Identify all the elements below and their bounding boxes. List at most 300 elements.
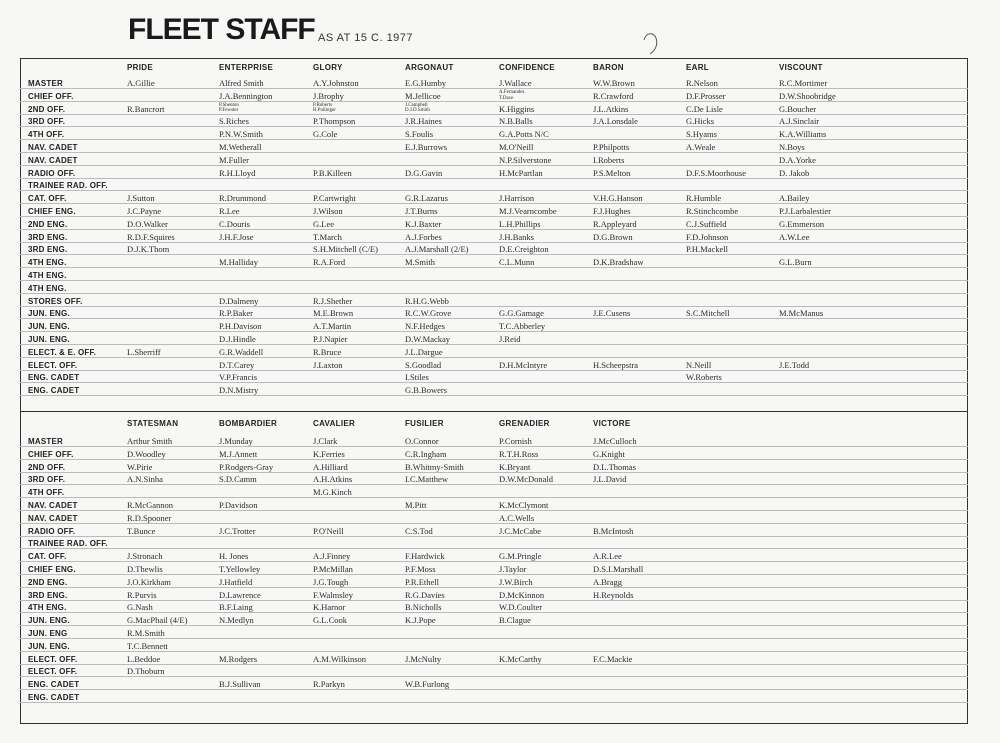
crew-name: J.Taylor <box>499 564 527 574</box>
crew-name: R.Parkyn <box>313 679 345 690</box>
crew-name: P.H.Davison <box>219 321 262 332</box>
table-row <box>20 140 968 153</box>
crew-name: A.Bailey <box>779 193 810 204</box>
crew-name: J.L.Dargue <box>405 346 443 357</box>
ship-header-enterprise: ENTERPRISE <box>219 63 274 72</box>
crew-name: J.McNulty <box>405 653 442 664</box>
page-title: FLEET STAFF <box>128 13 315 46</box>
crew-name: N.F.Hedges <box>405 321 445 332</box>
rank-label: TRAINEE RAD. OFF. <box>28 181 108 191</box>
rank-label: 2ND ENG. <box>28 577 68 587</box>
crew-name: J.H.F.Jose <box>219 231 254 242</box>
rank-label: NAV. CADET <box>28 155 78 165</box>
crew-name: R.Bancrort <box>127 103 165 114</box>
crew-name: R.Appleyard <box>593 218 637 229</box>
crew-name: A.J.Forbes <box>405 231 442 242</box>
table-row <box>20 690 968 703</box>
crew-name: P.R.Ethell <box>405 576 440 587</box>
crew-name: K.McClymont <box>499 500 549 510</box>
crew-name: T.March <box>313 231 342 242</box>
crew-name: A.Weale <box>686 142 716 152</box>
table-row <box>20 268 968 281</box>
crew-name: S.Foulis <box>405 129 434 140</box>
crew-name: G.A.Potts N/C <box>499 129 549 140</box>
ship-header-victore: VICTORE <box>593 419 631 428</box>
crew-name-small: P.Shenton <box>219 103 239 108</box>
crew-name: P.H.Mackell <box>686 244 729 255</box>
crew-name: S.Goodlad <box>405 359 442 370</box>
ship-header-glory: GLORY <box>313 63 343 72</box>
crew-name: J.C.McCabe <box>499 525 542 536</box>
crew-name: J.W.Birch <box>499 576 533 587</box>
crew-name: W.W.Brown <box>593 78 635 88</box>
crew-name: W.B.Furlong <box>405 679 450 690</box>
crew-name: M.O'Neill <box>499 142 534 152</box>
crew-name: G.B.Bowers <box>405 385 448 396</box>
rank-label: NAV. CADET <box>28 501 78 510</box>
crew-name: B.McIntosh <box>593 525 634 536</box>
table-row <box>20 536 968 549</box>
pen-scribble-mark <box>640 30 660 56</box>
ship-header-argonaut: ARGONAUT <box>405 63 454 72</box>
crew-name: A.J.Sinclair <box>779 116 820 127</box>
crew-name: G.L.Cook <box>313 615 347 626</box>
crew-name: A.M.Wilkinson <box>313 653 367 664</box>
rank-label: 4TH OFF. <box>28 488 65 498</box>
crew-name: K.Harnor <box>313 602 346 613</box>
crew-name: F.Hardwick <box>405 551 445 562</box>
crew-name: J.McCulloch <box>593 436 637 446</box>
crew-name: S.D.Camm <box>219 474 257 485</box>
crew-name: B.Nicholls <box>405 602 442 613</box>
table-row <box>20 677 968 690</box>
rank-label: JUN. ENG. <box>28 335 70 344</box>
crew-name: R.C.W.Grove <box>405 308 452 319</box>
crew-name: J.Munday <box>219 436 253 446</box>
crew-name: P.Rodgers-Gray <box>219 461 274 472</box>
crew-name: R.C.Mortimer <box>779 78 828 88</box>
crew-name: J.H.Banks <box>499 231 534 242</box>
table-row <box>20 460 968 473</box>
crew-name: K.A.Williams <box>779 129 827 140</box>
crew-name: G.G.Gamage <box>499 308 544 319</box>
rank-label: STORES OFF. <box>28 296 83 306</box>
crew-name: D.E.Creighton <box>499 244 549 255</box>
crew-name: J.Clark <box>313 436 338 446</box>
crew-name: M.J.Vearncombe <box>499 206 557 216</box>
ship-header-statesman: STATESMAN <box>127 419 179 428</box>
rank-label: CAT. OFF. <box>28 194 67 204</box>
crew-name: J.O.Kirkham <box>127 576 171 587</box>
crew-name: R.Purvis <box>127 589 157 600</box>
crew-name-small: P.Roberts <box>313 103 333 108</box>
rank-label: 4TH OFF. <box>28 130 65 140</box>
crew-name: S.H.Mitchell (C/E) <box>313 244 378 255</box>
crew-name: D.J.Hindle <box>219 334 256 344</box>
rank-label: 4TH ENG. <box>28 283 67 293</box>
crew-name: B.Whitmy-Smith <box>405 461 464 472</box>
page-subtitle: AS AT 15 C. 1977 <box>318 32 414 44</box>
crew-name: J.Brophy <box>313 90 344 101</box>
crew-name: R.Humble <box>686 193 722 204</box>
crew-name: D.W.Shoobridge <box>779 90 836 101</box>
table-row <box>20 166 968 179</box>
crew-name: R.McGannon <box>127 500 174 510</box>
crew-name: B.J.Sullivan <box>219 679 261 690</box>
rank-label: ELECT. OFF. <box>28 667 78 677</box>
crew-name: F.C.Mackie <box>593 653 633 664</box>
crew-name: J.L.Atkins <box>593 103 629 114</box>
crew-name: A.Gillie <box>127 78 155 88</box>
crew-name: G.M.Pringle <box>499 551 542 562</box>
rank-label: CHIEF OFF. <box>28 449 74 459</box>
ship-header-cavalier: CAVALIER <box>313 419 356 428</box>
crew-name: K.J.Pope <box>405 615 436 626</box>
crew-name: R.H.G.Webb <box>405 295 449 306</box>
crew-name: I.C.Matthew <box>405 474 448 485</box>
crew-name: J.Wallace <box>499 78 532 88</box>
crew-name: P.J.Larbalestier <box>779 206 831 216</box>
crew-name: T.C.Abberley <box>499 321 546 332</box>
crew-name: C.S.Tod <box>405 525 433 536</box>
rank-label: RADIO OFF. <box>28 168 76 178</box>
crew-name: A.Hilliard <box>313 461 348 472</box>
ship-header-baron: BARON <box>593 63 624 72</box>
crew-name: I.Roberts <box>593 154 625 165</box>
crew-name: R.Drummond <box>219 193 266 204</box>
crew-name: R.A.Ford <box>313 257 346 268</box>
crew-name: K.Bryant <box>499 461 531 472</box>
crew-name: J.Hatfield <box>219 576 253 587</box>
crew-name: G.MacPhail (4/E) <box>127 615 188 626</box>
crew-name-small: A.Fernandes <box>499 90 525 95</box>
crew-name: R.Lee <box>219 206 240 216</box>
crew-name: B.F.Laing <box>219 602 253 613</box>
crew-name: W.Pirie <box>127 461 153 472</box>
crew-name: D.McKinnon <box>499 589 545 600</box>
table-row <box>20 114 968 127</box>
crew-name: D.Thewlis <box>127 564 163 574</box>
crew-name: P.Philpotts <box>593 142 630 152</box>
crew-name: P.Thompson <box>313 116 356 127</box>
crew-name: M.McManus <box>779 308 824 319</box>
crew-name: K.J.Baxter <box>405 218 442 229</box>
crew-name: M.Pitt <box>405 500 427 510</box>
table-row <box>20 306 968 319</box>
rank-label: JUN. ENG. <box>28 616 70 626</box>
crew-name: M.E.Brown <box>313 308 354 319</box>
crew-name: J.Stronach <box>127 551 163 562</box>
crew-name: B.Clague <box>499 615 531 626</box>
table-row <box>20 524 968 537</box>
crew-name: D.Lawrence <box>219 589 261 600</box>
crew-name: M.Wetherall <box>219 142 262 152</box>
ship-header-fusilier: FUSILIER <box>405 419 444 428</box>
rank-label: 2ND OFF. <box>28 462 66 472</box>
table-row <box>20 191 968 204</box>
crew-name: V.P.Francis <box>219 372 258 383</box>
crew-name: H.McPartlan <box>499 167 543 178</box>
crew-name-small: R.Pullinger <box>313 108 336 113</box>
rank-label: JUN. ENG <box>28 629 68 638</box>
crew-name: M.Halliday <box>219 257 258 268</box>
crew-name: K.Ferries <box>313 448 345 459</box>
rank-label: CAT. OFF. <box>28 552 67 562</box>
crew-name: M.G.Kinch <box>313 487 352 498</box>
crew-name: F.D.Johnson <box>686 231 729 242</box>
crew-name: R.D.Spooner <box>127 512 172 523</box>
crew-name: D.S.I.Marshall <box>593 564 644 574</box>
crew-name: N.Medlyn <box>219 615 254 626</box>
crew-name: J.R.Haines <box>405 116 442 127</box>
crew-name: P.Cornish <box>499 436 532 446</box>
rank-label: ELECT. OFF. <box>28 360 78 370</box>
crew-name: J.Reid <box>499 334 521 344</box>
crew-name: A.Y.Johnston <box>313 78 359 88</box>
crew-name: L.Sherriff <box>127 346 161 357</box>
crew-name: D.O.Walker <box>127 218 168 229</box>
rank-label: NAV. CADET <box>28 513 78 523</box>
rank-label: RADIO OFF. <box>28 526 76 536</box>
crew-name: A.J.Finney <box>313 551 351 562</box>
crew-name: V.H.G.Hanson <box>593 193 643 204</box>
crew-name: R.P.Baker <box>219 308 253 319</box>
crew-name: S.C.Mitchell <box>686 308 730 319</box>
rank-label: ENG. CADET <box>28 386 80 396</box>
rank-label: 3RD OFF. <box>28 475 66 485</box>
crew-name: L.Beddoe <box>127 653 161 664</box>
crew-name: P.B.Killeen <box>313 167 352 178</box>
crew-name: P.S.Melton <box>593 167 631 178</box>
table-row <box>20 358 968 371</box>
crew-name: D.Thoburn <box>127 666 165 677</box>
crew-name: D.L.Thomas <box>593 461 636 472</box>
crew-name: D.W.Mackay <box>405 334 451 344</box>
table-row <box>20 345 968 358</box>
crew-name: J.A.Bennington <box>219 90 273 101</box>
crew-name: R.G.Davies <box>405 589 445 600</box>
ship-header-confidence: CONFIDENCE <box>499 63 555 72</box>
crew-name: H.Reynolds <box>593 589 634 600</box>
crew-name: D.F.S.Moorhouse <box>686 167 747 178</box>
rank-label: ENG. CADET <box>28 680 80 690</box>
crew-name: A.C.Wells <box>499 512 535 523</box>
crew-name: A.J.Marshall (2/E) <box>405 244 469 255</box>
crew-name-small: D.J.D.Smith <box>405 108 430 113</box>
crew-name: P.Davidson <box>219 500 258 510</box>
section-divider <box>20 411 968 412</box>
ship-header-grenadier: GRENADIER <box>499 419 550 428</box>
crew-name: R.H.Lloyd <box>219 167 256 178</box>
rank-label: CHIEF OFF. <box>28 91 74 101</box>
crew-name: E.G.Humby <box>405 78 447 88</box>
crew-name: J.Wilson <box>313 206 343 216</box>
crew-name: T.C.Bennett <box>127 640 168 651</box>
crew-name: N.B.Balls <box>499 116 533 127</box>
rank-label: ENG. CADET <box>28 373 80 383</box>
crew-name: N.P.Silverstone <box>499 154 552 165</box>
crew-name: D.G.Gavin <box>405 167 443 178</box>
crew-name: S.Hyams <box>686 129 717 140</box>
crew-name: D.A.Yorke <box>779 154 816 165</box>
crew-name: J.E.Todd <box>779 359 810 370</box>
rank-label: JUN. ENG. <box>28 322 70 332</box>
crew-name-small: T.Dace <box>499 96 514 101</box>
rank-label: CHIEF ENG. <box>28 207 76 216</box>
crew-name: O.Connor <box>405 436 439 446</box>
crew-name: J.E.Cusens <box>593 308 631 319</box>
crew-name: P.Cartwright <box>313 193 356 204</box>
crew-name: J.Sutton <box>127 193 155 204</box>
crew-name: S.Riches <box>219 116 249 127</box>
table-row <box>20 255 968 268</box>
crew-name: J.C.Trotter <box>219 525 256 536</box>
crew-name: J.G.Tough <box>313 576 349 587</box>
rank-label: 4TH ENG. <box>28 258 67 268</box>
crew-name: F.Walmsley <box>313 589 353 600</box>
crew-name: G.Boucher <box>779 103 817 114</box>
crew-name: M.Smith <box>405 257 435 268</box>
rank-label: 3RD OFF. <box>28 117 66 127</box>
crew-name: D.N.Mistry <box>219 385 259 396</box>
crew-name: A.Bragg <box>593 576 623 587</box>
crew-name: G.Knight <box>593 448 625 459</box>
ship-header-bombardier: BOMBARDIER <box>219 419 278 428</box>
rank-label: 4TH ENG. <box>28 271 67 280</box>
crew-name: G.Lee <box>313 218 335 229</box>
crew-name: C.Douris <box>219 218 250 229</box>
crew-name: D.Dalmeny <box>219 295 259 306</box>
crew-name: G.Emmerson <box>779 218 825 229</box>
crew-name: F.J.Hughes <box>593 206 631 216</box>
crew-name: J.T.Burns <box>405 206 438 216</box>
crew-name: R.D.F.Squires <box>127 231 175 242</box>
crew-name-small: P.Fewster <box>219 108 239 113</box>
crew-name: G.R.Lazarus <box>405 193 448 204</box>
crew-name: E.J.Burrows <box>405 142 448 152</box>
table-row <box>20 332 968 345</box>
table-row <box>20 153 968 166</box>
crew-name: A.N.Sinha <box>127 474 163 485</box>
crew-name: D. Jakob <box>779 167 810 178</box>
crew-name: D.H.McIntyre <box>499 359 548 370</box>
rank-label: JUN. ENG. <box>28 641 70 651</box>
rank-label: 3RD ENG. <box>28 245 68 255</box>
crew-name: R.J.Shether <box>313 295 353 306</box>
crew-name: G.Nash <box>127 602 153 613</box>
crew-name: G.R.Waddell <box>219 346 264 357</box>
rank-label: JUN. ENG. <box>28 309 70 319</box>
crew-name: L.H.Phillips <box>499 218 541 229</box>
crew-name: D.K.Bradshaw <box>593 257 644 268</box>
crew-name: W.Roberts <box>686 372 722 383</box>
crew-name: J.Harrison <box>499 193 535 204</box>
crew-name: G.Hicks <box>686 116 715 127</box>
crew-name: C.L.Munn <box>499 257 535 268</box>
crew-name: A.T.Martin <box>313 321 352 332</box>
table-row <box>20 294 968 307</box>
rank-label: 3RD ENG. <box>28 232 68 242</box>
crew-name: N.Neill <box>686 359 712 370</box>
crew-name: C.J.Suffield <box>686 218 727 229</box>
ship-header-viscount: VISCOUNT <box>779 63 823 72</box>
rank-label: 3RD ENG. <box>28 590 68 600</box>
crew-name: P.McMillan <box>313 564 353 574</box>
ship-header-earl: EARL <box>686 63 709 72</box>
crew-name-small: J.Campbell <box>405 103 428 108</box>
rank-label: ELECT. OFF. <box>28 654 78 664</box>
crew-name: D.T.Carey <box>219 359 255 370</box>
crew-name: M.Jellicoe <box>405 90 441 101</box>
crew-name: A.H.Atkins <box>313 474 353 485</box>
crew-name: A.W.Lee <box>779 231 810 242</box>
crew-name: K.Higgins <box>499 103 535 114</box>
crew-name: W.D.Coulter <box>499 602 543 613</box>
crew-name: G.Cole <box>313 129 338 140</box>
crew-name: J.C.Payne <box>127 206 161 216</box>
crew-name: M.Fuller <box>219 154 249 165</box>
table-row <box>20 281 968 294</box>
crew-name: T.Bunce <box>127 525 156 536</box>
crew-name: D.G.Brown <box>593 231 633 242</box>
crew-name: Alfred Smith <box>219 78 264 88</box>
crew-name: D.J.K.Thom <box>127 244 170 255</box>
crew-name: C.R.Ingham <box>405 448 447 459</box>
table-row <box>20 370 968 383</box>
crew-name: D.W.McDonald <box>499 474 553 485</box>
crew-name: D.F.Prosser <box>686 90 726 101</box>
crew-name: G.L.Burn <box>779 257 812 268</box>
rank-label: NAV. CADET <box>28 143 78 152</box>
crew-name: Arthur Smith <box>127 436 173 446</box>
crew-name: T.Yellowley <box>219 564 261 574</box>
rank-label: MASTER <box>28 79 63 88</box>
crew-name: R.Nelson <box>686 78 718 88</box>
crew-name: P.F.Moss <box>405 564 436 574</box>
crew-name: R.T.H.Ross <box>499 448 539 459</box>
crew-name: H.Scheepstra <box>593 359 639 370</box>
rank-label: TRAINEE RAD. OFF. <box>28 539 108 549</box>
rank-label: 4TH ENG. <box>28 603 67 613</box>
crew-name: R.Bruce <box>313 346 342 357</box>
crew-name: R.Crawford <box>593 90 634 101</box>
table-row <box>20 600 968 613</box>
crew-name: K.McCarthy <box>499 653 542 664</box>
crew-name: P.J.Napier <box>313 334 348 344</box>
crew-name: M.J.Annett <box>219 448 258 459</box>
crew-name: P.O'Neill <box>313 525 344 536</box>
crew-name: A.R.Lee <box>593 551 622 562</box>
crew-name: D.Woodley <box>127 448 166 459</box>
rank-label: ELECT. & E. OFF. <box>28 347 97 357</box>
crew-name: J.A.Lonsdale <box>593 116 638 127</box>
rank-label: 2ND OFF. <box>28 104 66 114</box>
crew-name: R.M.Smith <box>127 628 165 638</box>
crew-name: J.Laxton <box>313 359 343 370</box>
ship-header-pride: PRIDE <box>127 63 153 72</box>
rank-label: MASTER <box>28 437 63 446</box>
crew-name: M.Rodgers <box>219 653 258 664</box>
table-row <box>20 319 968 332</box>
crew-name: P.N.W.Smith <box>219 129 263 140</box>
crew-name: C.De Lisle <box>686 103 723 114</box>
crew-name: J.L.David <box>593 474 627 485</box>
rank-label: ENG. CADET <box>28 693 80 702</box>
crew-name: N.Boys <box>779 142 805 152</box>
table-row <box>20 485 968 498</box>
rank-label: 2ND ENG. <box>28 219 68 229</box>
table-row <box>20 178 968 191</box>
